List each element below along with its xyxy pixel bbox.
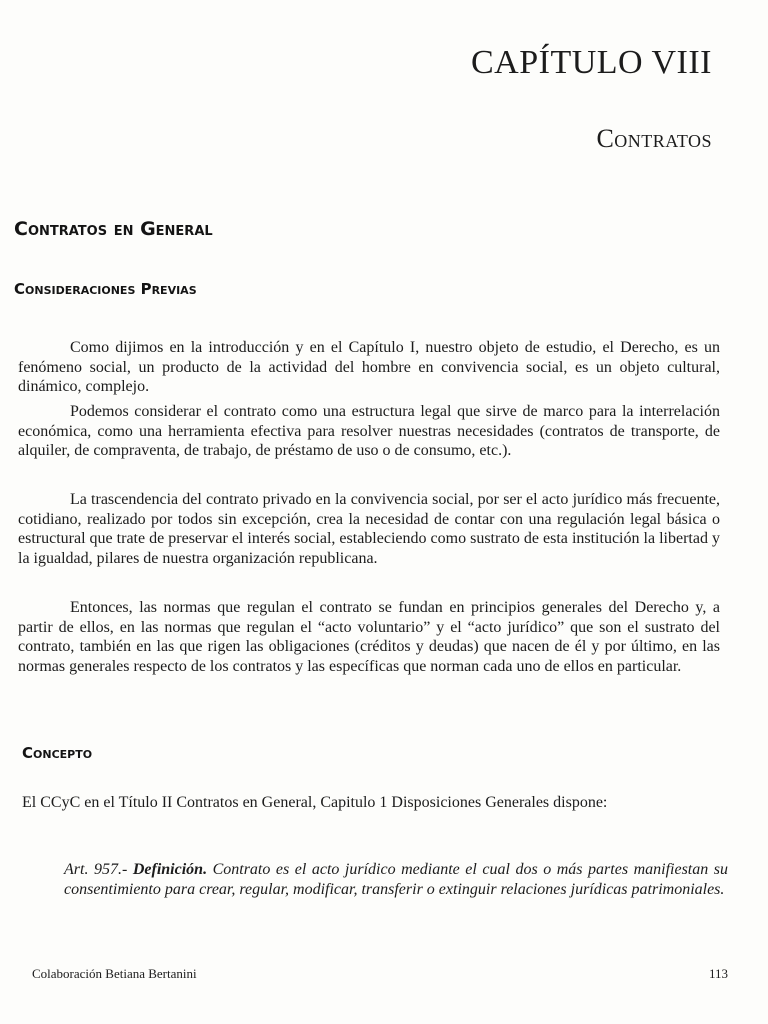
article-heading: Definición. — [132, 861, 208, 878]
concepto-intro: El CCyC en el Título II Contratos en General, Capitulo 1 Disposiciones Generales dispone: — [22, 794, 608, 811]
paragraph-3: La trascendencia del contrato privado en la convivencia social, por ser el acto jurídico más frecuente, cotidiano, realizado por todos sin excepción, crea la necesidad de contar con una regulación legal básica o estructural que trate de preservar el interés social, estableciendo como sustrato de esta institución la libertad y la igualdad, pilares de nuestra organización republicana. — [18, 491, 720, 567]
section-heading-concepto: Concepto — [22, 744, 93, 762]
paragraph-2: Podemos considerar el contrato como una estructura legal que sirve de marco para la interrelación económica, como una herramienta efectiva para resolver nuestras necesidades (contratos de transporte, de alquiler, de compraventa, de trabajo, de préstamo de uso o de consumo, etc.). — [18, 403, 720, 459]
footer-credit: Colaboración Betiana Bertanini — [32, 966, 197, 981]
chapter-title: CAPÍTULO VIII — [470, 44, 712, 81]
article-number: Art. 957.- — [64, 861, 133, 878]
paragraph-4: Entonces, las normas que regulan el contrato se fundan en principios generales del Derecho y, a partir de ellos, en las normas que regulan el “acto voluntario” y el “acto jurídico” que son el sustrato del contrato, también en las que rigen las obligaciones (créditos y deudas) que nacen de él y por último, en las normas generales respecto de los contratos y las específicas que norman cada uno de ellos en particular. — [18, 599, 720, 675]
chapter-subtitle: Contratos — [596, 124, 712, 153]
section-heading-contratos-general: Contratos en General — [14, 218, 213, 240]
page-number: 113 — [708, 966, 728, 981]
article-957 — [64, 860, 728, 899]
article-text: Contrato es el acto jurídico mediante el cual dos o más partes manifiestan su consentimiento para crear, regular, modificar, transferir o extinguir relaciones jurídicas patrimoniales. — [64, 861, 729, 898]
section-heading-consideraciones: Consideraciones Previas — [14, 280, 197, 298]
paragraph-1: Como dijimos en la introducción y en el Capítulo I, nuestro objeto de estudio, el Derecho, es un fenómeno social, un producto de la actividad del hombre en convivencia social, es un objeto cultural, dinámico, complejo. — [18, 339, 720, 395]
